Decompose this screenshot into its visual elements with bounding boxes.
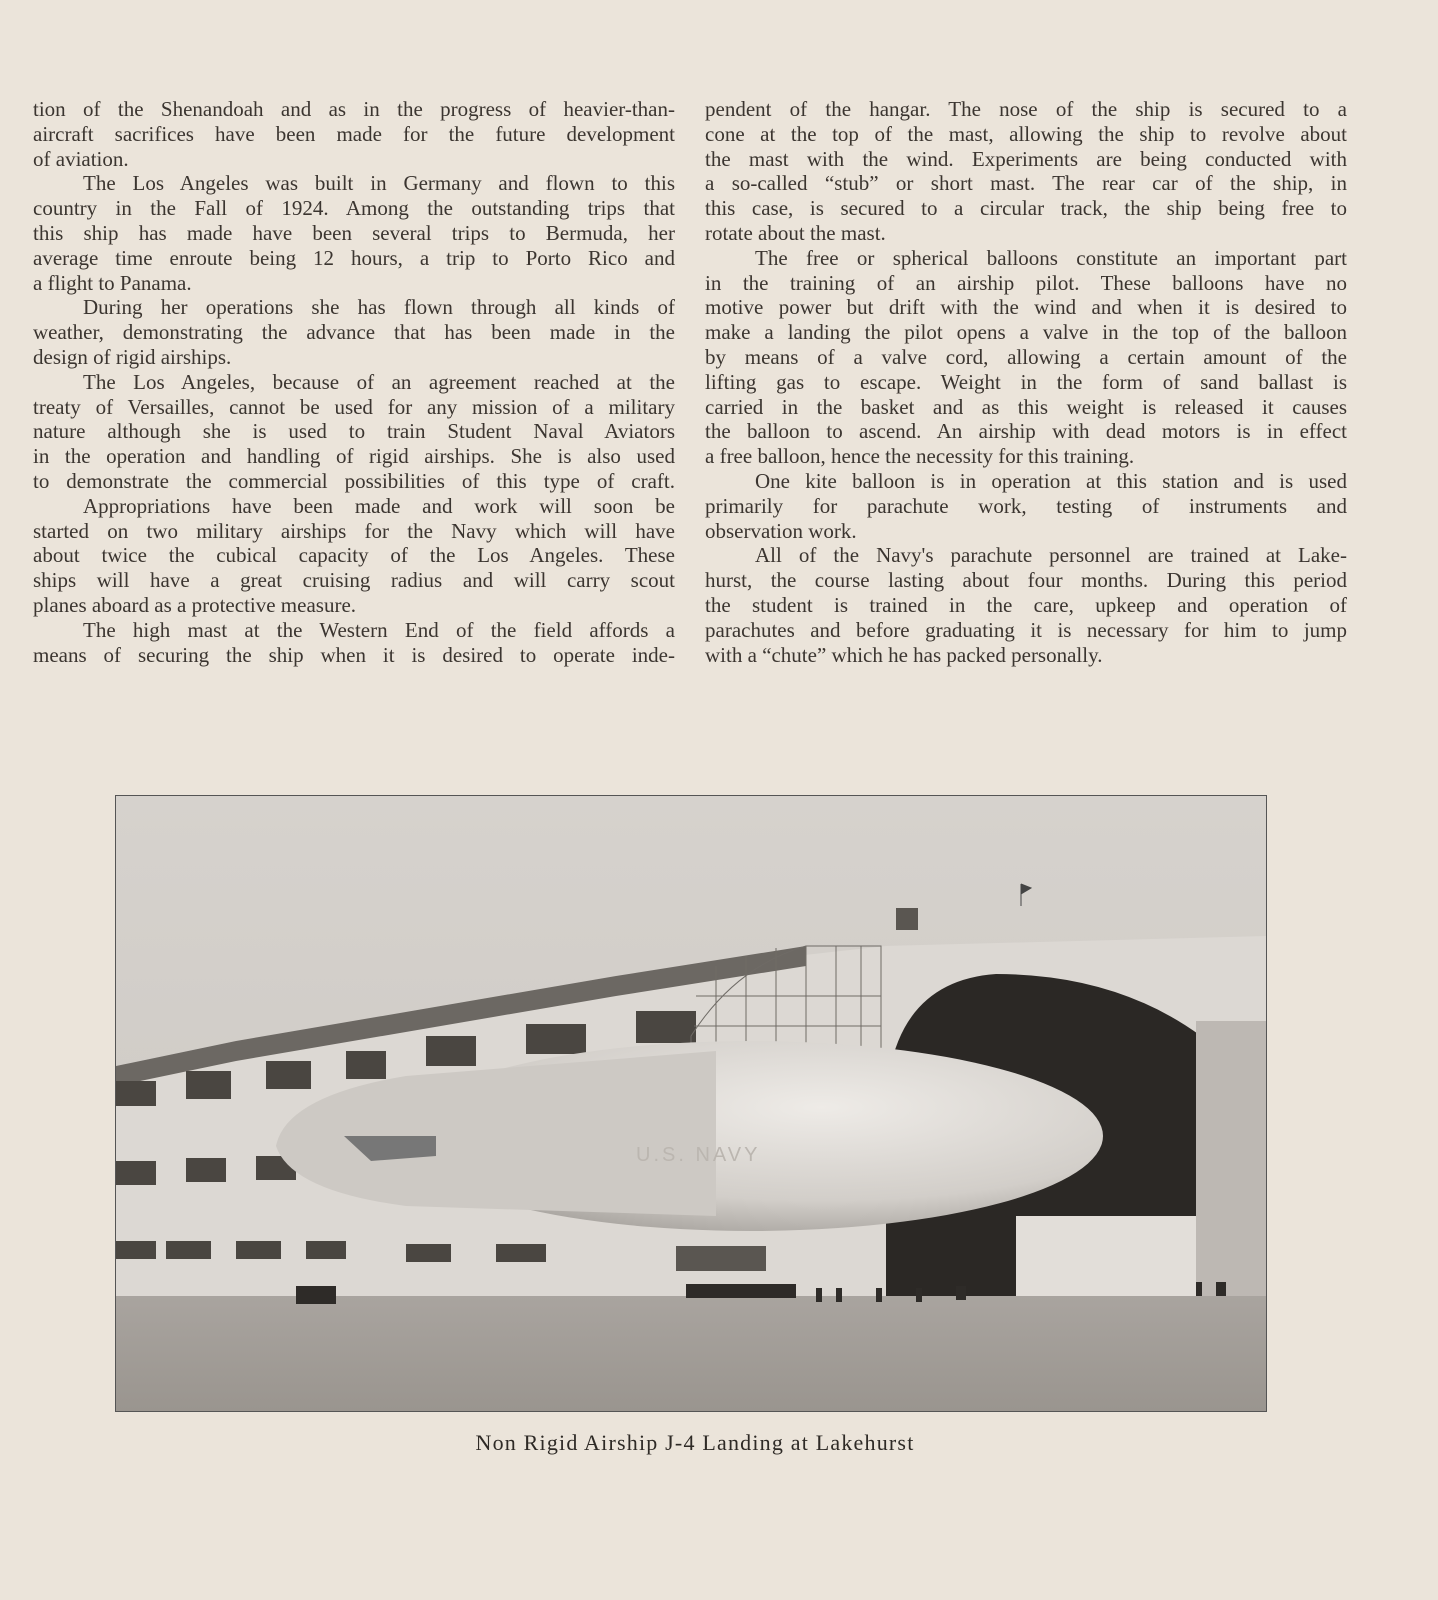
text-line: a flight to Panama. [33, 270, 192, 295]
text-line: pendent of the hangar. The nose of the ship is secured to a [705, 97, 1347, 121]
airship-marking: U.S. NAVY [636, 1144, 761, 1166]
text-line: During her operations she has flown through all kinds of [83, 295, 675, 320]
text-line: The high mast at the Western End of the field affords a [83, 617, 675, 642]
text-line: rotate about the mast. [705, 220, 886, 245]
text-line: parachutes and before graduating it is necessary for him to jump [705, 617, 1347, 642]
photo-caption: Non Rigid Airship J-4 Landing at Lakehurst [475, 1430, 915, 1455]
airship-photo [115, 795, 1267, 1412]
text-line: of aviation. [33, 146, 129, 171]
text-line: this case, is secured to a circular track, the ship being free to [705, 196, 1347, 221]
text-line: by means of a valve cord, allowing a certain amount of the [705, 344, 1347, 369]
text-line: treaty of Versailles, cannot be used for any mission of a military [33, 394, 675, 419]
text-line: The Los Angeles, because of an agreement reached at the [83, 369, 675, 394]
text-column-right [705, 97, 1347, 667]
text-line: in the training of an airship pilot. These balloons have no [705, 270, 1347, 295]
text-line: The Los Angeles was built in Germany and flown to this [83, 171, 675, 196]
mast-top [896, 908, 918, 930]
text-line: lifting gas to escape. Weight in the form of sand ballast is [705, 369, 1347, 394]
text-line: to demonstrate the commercial possibilities of this type of craft. [33, 468, 675, 493]
text-line: weather, demonstrating the advance that has been made in the [33, 320, 675, 345]
text-line: observation work. [705, 518, 857, 543]
text-line: a free balloon, hence the necessity for this training. [705, 444, 1135, 469]
text-line: started on two military airships for the Navy which will have [33, 518, 675, 543]
text-line: the student is trained in the care, upkeep and operation of [705, 592, 1347, 617]
text-line: with a “chute” which he has packed personally. [705, 642, 1103, 667]
text-line: The free or spherical balloons constitute an important part [755, 245, 1347, 270]
text-line: hurst, the course lasting about four months. During this period [705, 568, 1347, 593]
text-line: about twice the cubical capacity of the Los Angeles. These [33, 543, 675, 568]
text-line: Appropriations have been made and work will soon be [83, 493, 675, 518]
text-line: country in the Fall of 1924. Among the outstanding trips that [33, 196, 675, 221]
text-column-left [33, 97, 675, 667]
text-line: design of rigid airships. [33, 344, 232, 369]
text-line: All of the Navy's parachute personnel are trained at Lake- [755, 543, 1347, 568]
text-line: nature although she is used to train Student Naval Aviators [33, 419, 675, 444]
text-line: means of securing the ship when it is desired to operate inde- [33, 642, 675, 667]
text-line: average time enroute being 12 hours, a trip to Porto Rico and [33, 245, 675, 270]
text-line: aircraft sacrifices have been made for the future development [33, 121, 675, 146]
text-line: make a landing the pilot opens a valve in the top of the balloon [705, 320, 1347, 345]
text-line: primarily for parachute work, testing of instruments and [705, 493, 1347, 518]
text-line: in the operation and handling of rigid airships. She is also used [33, 444, 675, 469]
text-line: motive power but drift with the wind and when it is desired to [705, 295, 1347, 320]
ground [116, 1296, 1266, 1411]
text-line: the mast with the wind. Experiments are being conducted with [705, 146, 1347, 171]
text-line: One kite balloon is in operation at this station and is used [755, 468, 1347, 493]
text-line: ships will have a great cruising radius and will carry scout [33, 568, 675, 593]
text-line: cone at the top of the mast, allowing the ship to revolve about [705, 121, 1347, 146]
text-line: carried in the basket and as this weight is released it causes [705, 394, 1347, 419]
text-line: a so-called “stub” or short mast. The rear car of the ship, in [705, 171, 1347, 196]
text-line: tion of the Shenandoah and as in the progress of heavier-than- [33, 97, 675, 121]
text-line: this ship has made have been several trips to Bermuda, her [33, 220, 675, 245]
text-line: planes aboard as a protective measure. [33, 592, 357, 617]
text-line: the balloon to ascend. An airship with dead motors is in effect [705, 419, 1347, 444]
